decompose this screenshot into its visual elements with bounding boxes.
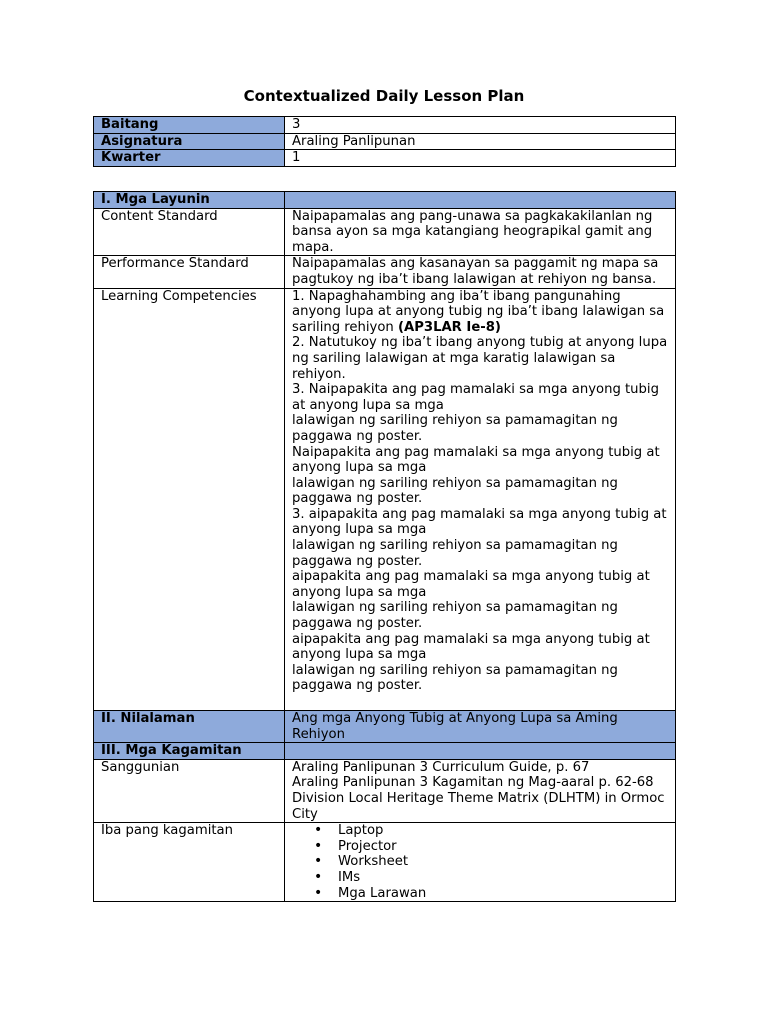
performance-standard-row bbox=[94, 256, 676, 288]
nilalaman-heading: II. Nilalaman bbox=[94, 711, 285, 743]
sanggunian-line: Araling Panlipunan 3 Kagamitan ng Mag-aaral p. 62-68 bbox=[292, 775, 654, 791]
baitang-value: 3 bbox=[285, 117, 676, 134]
kagamitan-heading-blank bbox=[285, 743, 676, 760]
content-standard-text: Naipapamalas ang pang-unawa sa pagkakakilanlan ng bansa ayon sa mga katangiang heograpikal gamit ang mapa. bbox=[285, 208, 676, 256]
competency-line: lalawigan ng sariling rehiyon sa pamamagitan ng paggawa ng poster. bbox=[292, 600, 618, 632]
kwarter-label: Kwarter bbox=[94, 150, 285, 167]
performance-standard-label: Performance Standard bbox=[94, 256, 285, 288]
competency-line: lalawigan ng sariling rehiyon sa pamamagitan ng paggawa ng poster. bbox=[292, 475, 618, 507]
kwarter-value: 1 bbox=[285, 150, 676, 167]
iba-pang-kagamitan-row bbox=[94, 823, 676, 902]
nilalaman-text: Ang mga Anyong Tubig at Anyong Lupa sa Aming Rehiyon bbox=[285, 711, 676, 743]
kagamitan-heading: III. Mga Kagamitan bbox=[94, 743, 285, 760]
table-row bbox=[94, 133, 676, 150]
competency-line: 3. aipapakita ang pag mamalaki sa mga anyong tubig at anyong lupa sa mga bbox=[292, 506, 667, 538]
competencies-row bbox=[94, 288, 676, 710]
kagamitan-header-row bbox=[94, 743, 676, 760]
nilalaman-row bbox=[94, 711, 676, 743]
info-table bbox=[93, 116, 676, 167]
competency-line: Naipapakita ang pag mamalaki sa mga anyong tubig at anyong lupa sa mga bbox=[292, 444, 660, 476]
asignatura-label: Asignatura bbox=[94, 133, 285, 150]
sanggunian-label: Sanggunian bbox=[94, 759, 285, 822]
sanggunian-line: Division Local Heritage Theme Matrix (DLHTM) in Ormoc City bbox=[292, 790, 665, 822]
layunin-heading: I. Mga Layunin bbox=[94, 192, 285, 209]
lesson-table bbox=[93, 191, 676, 902]
page-title: Contextualized Daily Lesson Plan bbox=[243, 87, 525, 105]
table-row bbox=[94, 117, 676, 134]
materials-list bbox=[292, 823, 668, 901]
competency-line: lalawigan ng sariling rehiyon sa pamamagitan ng paggawa ng poster. bbox=[292, 538, 618, 569]
list-item: • IMs bbox=[338, 870, 668, 886]
competency-line: lalawigan ng sariling rehiyon sa pamamagitan ng paggawa ng poster. bbox=[292, 662, 618, 694]
iba-pang-kagamitan-label: Iba pang kagamitan bbox=[94, 823, 285, 902]
competency-line: 2. Natutukoy ng iba’t ibang anyong tubig at anyong lupa ng sariling lalawigan at mga karatig lalawigan sa rehiyon. bbox=[292, 335, 668, 382]
competency-line: 3. Naipapakita ang pag mamalaki sa mga anyong tubig at anyong lupa sa mga bbox=[292, 382, 659, 413]
performance-standard-text: Naipapamalas ang kasanayan sa paggamit ng mapa sa pagtukoy ng iba’t ibang lalawigan at rehiyon ng bansa. bbox=[285, 256, 676, 288]
competency-code: (AP3LAR Ie-8) bbox=[398, 319, 501, 335]
list-item: • Mga Larawan bbox=[338, 886, 668, 902]
content-standard-row bbox=[94, 208, 676, 256]
list-item: • Laptop bbox=[338, 823, 668, 839]
competencies-label: Learning Competencies bbox=[94, 288, 285, 710]
content-standard-label: Content Standard bbox=[94, 208, 285, 256]
layunin-header-row bbox=[94, 192, 676, 209]
list-item: • Projector bbox=[338, 839, 668, 855]
baitang-label: Baitang bbox=[94, 117, 285, 134]
layunin-heading-blank bbox=[285, 192, 676, 209]
competencies-text bbox=[285, 288, 676, 710]
competency-item-1: 1. Napaghahambing ang iba’t ibang pangunahing anyong lupa at anyong tubig ng iba’t ibang lalawigan sa sariling rehiyon (AP3LAR Ie-8) bbox=[292, 288, 665, 335]
sanggunian-line: Araling Panlipunan 3 Curriculum Guide, p. 67 bbox=[292, 759, 590, 775]
sanggunian-text bbox=[285, 759, 676, 822]
sanggunian-row bbox=[94, 759, 676, 822]
asignatura-value: Araling Panlipunan bbox=[285, 133, 676, 150]
table-row bbox=[94, 150, 676, 167]
list-item: • Worksheet bbox=[338, 854, 668, 870]
iba-pang-kagamitan-list bbox=[285, 823, 676, 902]
competency-line: lalawigan ng sariling rehiyon sa pamamagitan ng paggawa ng poster. bbox=[292, 413, 618, 444]
competency-line: aipapakita ang pag mamalaki sa mga anyong tubig at anyong lupa sa mga bbox=[292, 569, 650, 600]
competency-line: aipapakita ang pag mamalaki sa mga anyong tubig at anyong lupa sa mga bbox=[292, 631, 650, 663]
